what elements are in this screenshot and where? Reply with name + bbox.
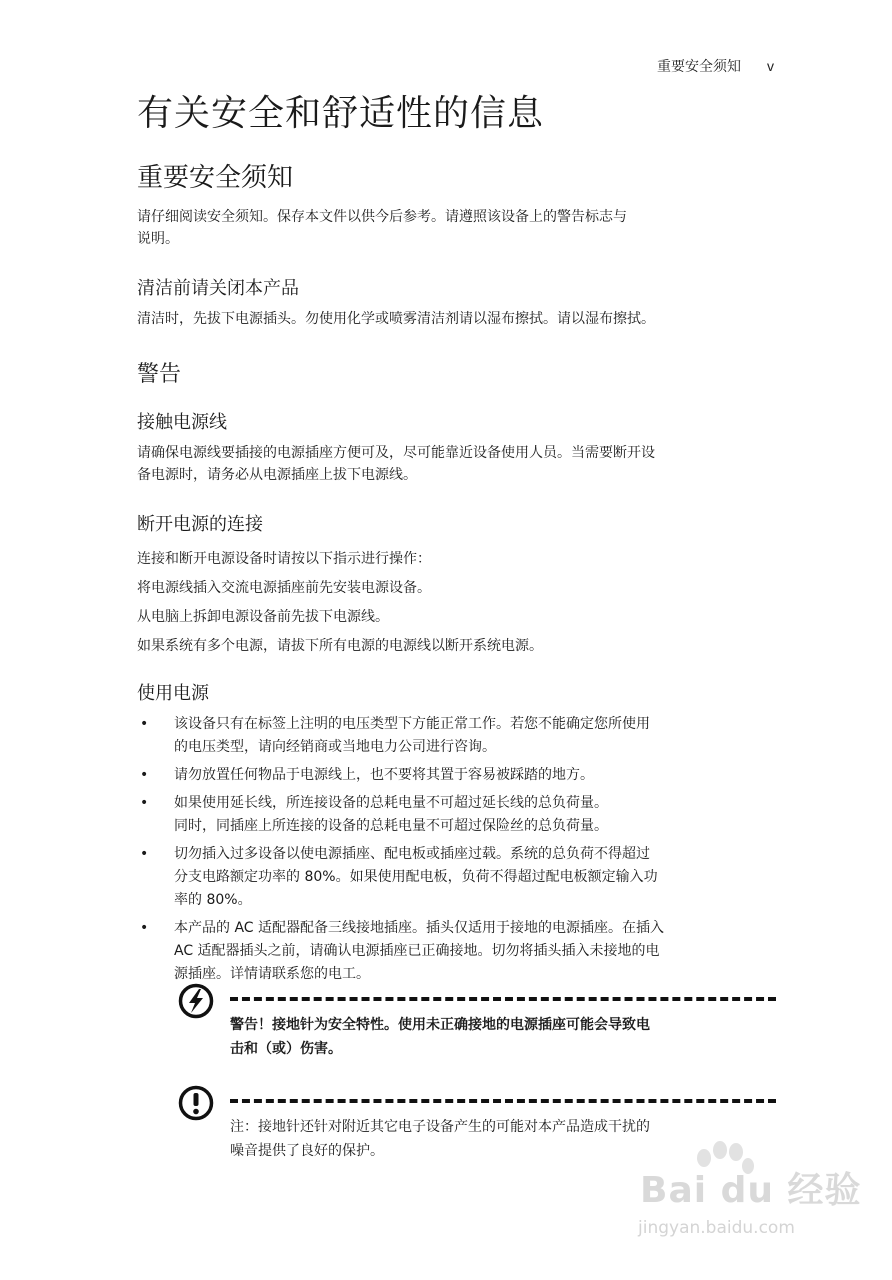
disconnect-line-2: 将电源线插入交流电源插座前先安装电源设备。 [137, 580, 431, 596]
intro-line-1: 请仔细阅读安全须知。保存本文件以供今后参考。请遵照该设备上的警告标志与 [137, 209, 627, 225]
bullet-line: 分支电路额定功率的 80%。如果使用配电板，负荷不得超过配电板额定输入功 [174, 869, 658, 885]
bullet-marker: • [140, 846, 149, 862]
section-title: 重要安全须知 [137, 163, 294, 193]
list-item [137, 843, 777, 912]
lightning-warning-icon [178, 983, 214, 1019]
bullet-line: 的电压类型，请向经销商或当地电力公司进行咨询。 [174, 739, 496, 755]
power-cord-line-1: 请确保电源线要插接的电源插座方便可及，尽可能靠近设备使用人员。当需要断开设 [137, 445, 655, 461]
running-header [657, 56, 774, 76]
power-cord-heading: 接触电源线 [137, 412, 227, 433]
page-number: v [767, 58, 774, 74]
warnings-heading: 警告 [137, 362, 182, 387]
bullet-line: 切勿插入过多设备以使电源插座、配电板或插座过载。系统的总负荷不得超过 [174, 846, 650, 862]
exclamation-note-icon [178, 1085, 214, 1121]
running-header-title: 重要安全须知 [657, 59, 741, 75]
note-line-2: 噪音提供了良好的保护。 [230, 1143, 384, 1159]
disconnect-heading: 断开电源的连接 [137, 514, 263, 535]
bullet-line: 率的 80%。 [174, 892, 252, 908]
bullet-line: 同时，同插座上所连接的设备的总耗电量不可超过保险丝的总负荷量。 [174, 818, 608, 834]
warning-line-2: 击和（或）伤害。 [230, 1041, 342, 1057]
bullet-marker: • [140, 767, 149, 783]
warning-line-1: 警告！接地针为安全特性。使用未正确接地的电源插座可能会导致电 [230, 1017, 650, 1033]
cleaning-heading: 清洁前请关闭本产品 [137, 278, 299, 299]
bullet-line: AC 适配器插头之前，请确认电源插座已正确接地。切勿将插头插入未接地的电 [174, 943, 660, 959]
disconnect-line-4: 如果系统有多个电源，请拔下所有电源的电源线以断开系统电源。 [137, 638, 543, 654]
cleaning-text: 清洁时，先拔下电源插头。勿使用化学或喷雾清洁剂请以湿布擦拭。请以湿布擦拭。 [137, 311, 655, 327]
bullet-marker: • [140, 716, 149, 732]
using-power-heading: 使用电源 [137, 683, 209, 704]
bullet-line: 如果使用延长线，所连接设备的总耗电量不可超过延长线的总负荷量。 [174, 795, 608, 811]
note-line-1: 注：接地针还针对附近其它电子设备产生的可能对本产品造成干扰的 [230, 1119, 650, 1135]
bullet-line: 本产品的 AC 适配器配备三线接地插座。插头仅适用于接地的电源插座。在插入 [174, 920, 665, 936]
bullet-line: 该设备只有在标签上注明的电压类型下方能正常工作。若您不能确定您所使用 [174, 716, 650, 732]
main-title: 有关安全和舒适性的信息 [137, 93, 545, 134]
bullet-line: 源插座。详情请联系您的电工。 [174, 966, 370, 982]
list-item [137, 917, 777, 986]
dashed-divider [230, 1099, 776, 1103]
power-bullet-list [137, 713, 777, 986]
watermark-brand: Bai du 经验 [640, 1170, 862, 1211]
watermark-url: jingyan.baidu.com [638, 1218, 795, 1238]
main-content [137, 90, 777, 991]
warning-notice [178, 983, 778, 1063]
warning-text [230, 1013, 770, 1061]
disconnect-line-3: 从电脑上拆卸电源设备前先拔下电源线。 [137, 609, 389, 625]
bullet-marker: • [140, 795, 149, 811]
list-item [137, 764, 777, 787]
baidu-jingyan-watermark [632, 1140, 872, 1250]
dashed-divider [230, 997, 776, 1001]
disconnect-line-1: 连接和断开电源设备时请按以下指示进行操作： [137, 551, 431, 567]
power-cord-line-2: 备电源时，请务必从电源插座上拔下电源线。 [137, 467, 417, 483]
intro-line-2: 说明。 [137, 231, 179, 247]
bullet-marker: • [140, 920, 149, 936]
list-item [137, 713, 777, 759]
bullet-line: 请勿放置任何物品于电源线上，也不要将其置于容易被踩踏的地方。 [174, 767, 594, 783]
list-item [137, 792, 777, 838]
